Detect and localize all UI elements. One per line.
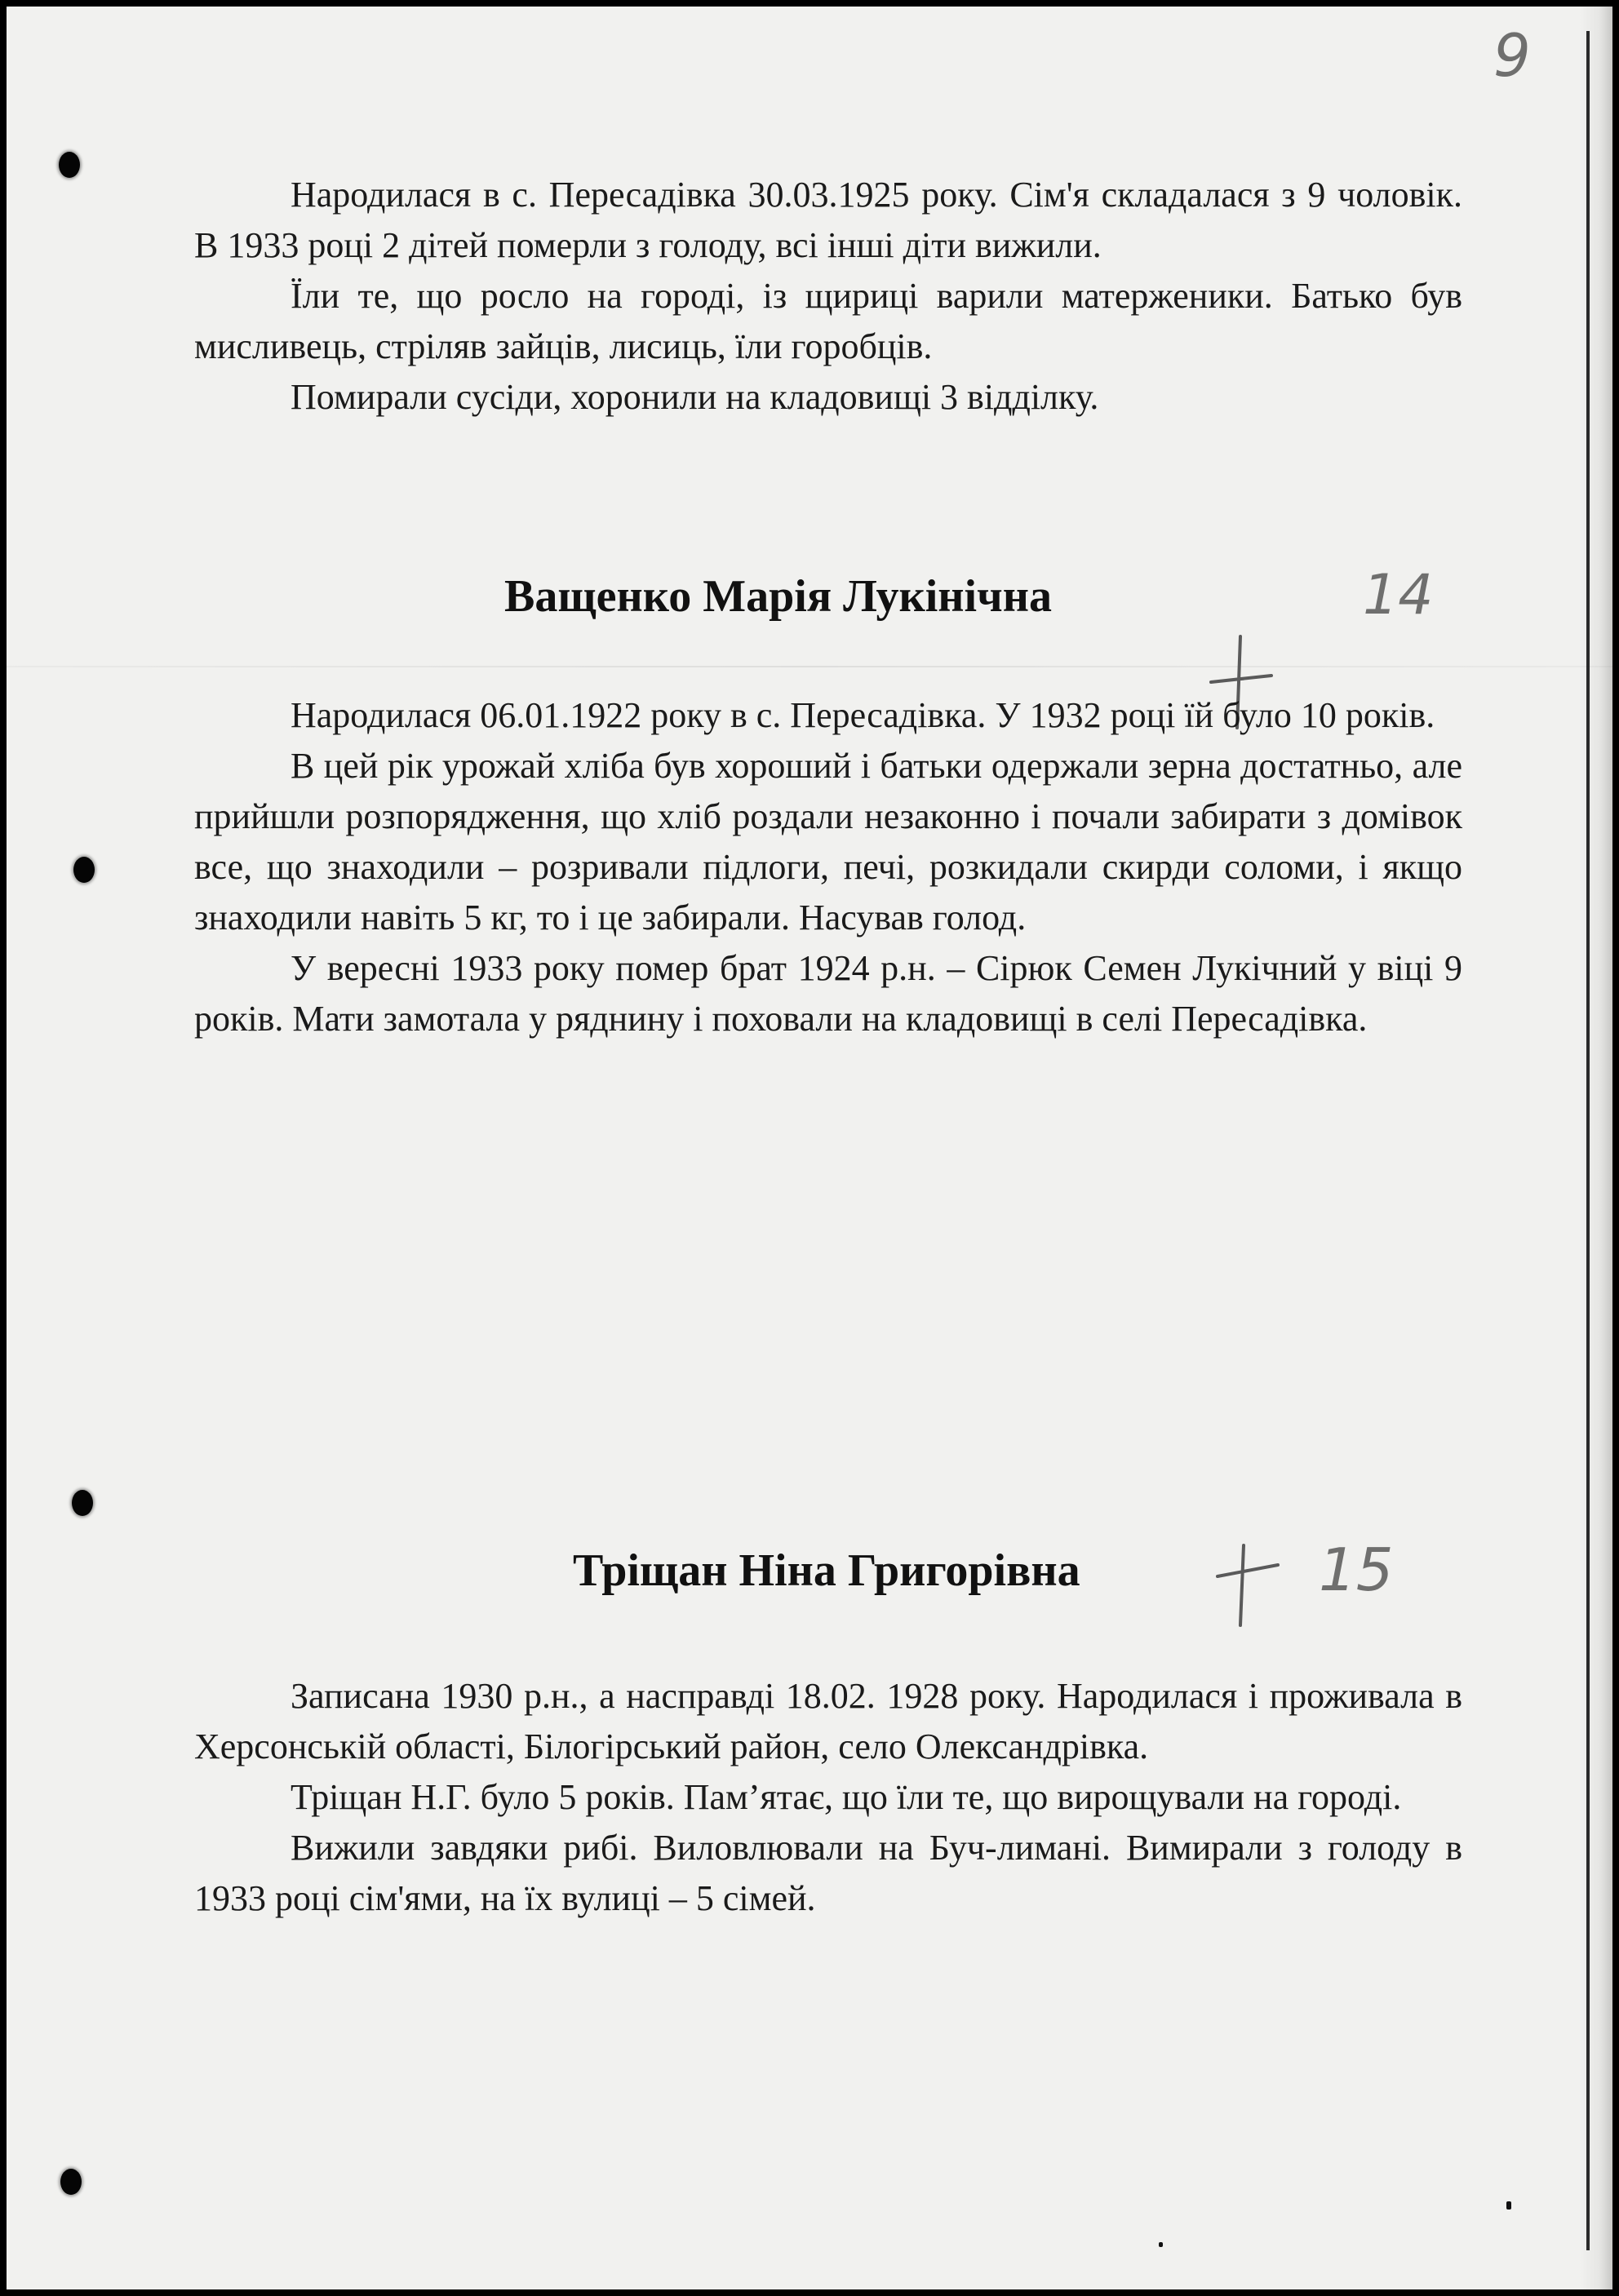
person-name-heading: Тріщан Ніна Григорівна bbox=[573, 1545, 1080, 1596]
paragraph: У вересні 1933 року помер брат 1924 р.н. – Сірюк Семен Лукічний у віці 9 років. Мати замотала у ряднину і поховали на кладовищі в селі Пересадівка. bbox=[194, 948, 1462, 1039]
handwritten-page-number: 9 bbox=[1493, 21, 1531, 90]
handwritten-cross-icon bbox=[1216, 1540, 1281, 1630]
section-1-body bbox=[194, 170, 1462, 423]
scan-speck bbox=[1506, 2201, 1511, 2210]
handwritten-entry-number: 14 bbox=[1363, 563, 1434, 627]
punch-hole-icon bbox=[59, 152, 80, 178]
paragraph: Тріщан Н.Г. було 5 років. Пам’ятає, що їли те, що вирощували на городі. bbox=[291, 1777, 1402, 1817]
punch-hole-icon bbox=[73, 857, 95, 883]
paragraph: Помирали сусіди, хоронили на кладовищі 3 відділку. bbox=[291, 377, 1099, 417]
person-name-heading: Ващенко Марія Лукінічна bbox=[504, 571, 1052, 622]
paragraph: Їли те, що росло на городі, із щириці варили матерженики. Батько був мисливець, стріляв зайців, лисиць, їли горобців. bbox=[194, 276, 1462, 366]
paragraph: Народилася в с. Пересадівка 30.03.1925 року. Сім'я складалася з 9 чоловік. В 1933 році 2 дітей померли з голоду, всі інші діти вижили. bbox=[194, 175, 1462, 265]
page-edge-shadow bbox=[1580, 7, 1612, 2289]
paragraph: В цей рік урожай хліба був хороший і батьки одержали зерна достатньо, але прийшли розпорядження, що хліб роздали незаконно і почали забирати з домівок все, що знаходили – розривали підлоги, печі, розкидали скирди соломи, і якщо знаходили навіть 5 кг, то і це забирали. Насував голод. bbox=[194, 746, 1462, 937]
section-2-body bbox=[194, 690, 1462, 1044]
scan-speck bbox=[1159, 2242, 1163, 2247]
document-page bbox=[7, 7, 1612, 2289]
handwritten-entry-number: 15 bbox=[1319, 1536, 1394, 1604]
page-edge-line bbox=[1586, 31, 1590, 2250]
punch-hole-icon bbox=[72, 1490, 93, 1516]
paragraph: Записана 1930 р.н., а насправді 18.02. 1928 року. Народилася і проживала в Херсонській області, Білогірський район, село Олександрівка. bbox=[194, 1676, 1462, 1766]
paragraph: Народилася 06.01.1922 року в с. Пересадівка. У 1932 році їй було 10 років. bbox=[291, 695, 1435, 735]
paragraph: Вижили завдяки рибі. Виловлювали на Буч-лимані. Вимирали з голоду в 1933 році сім'ями, на їх вулиці – 5 сімей. bbox=[194, 1828, 1462, 1918]
section-3-body bbox=[194, 1671, 1462, 1924]
scan-fold-line bbox=[7, 666, 1612, 667]
punch-hole-icon bbox=[60, 2169, 82, 2195]
